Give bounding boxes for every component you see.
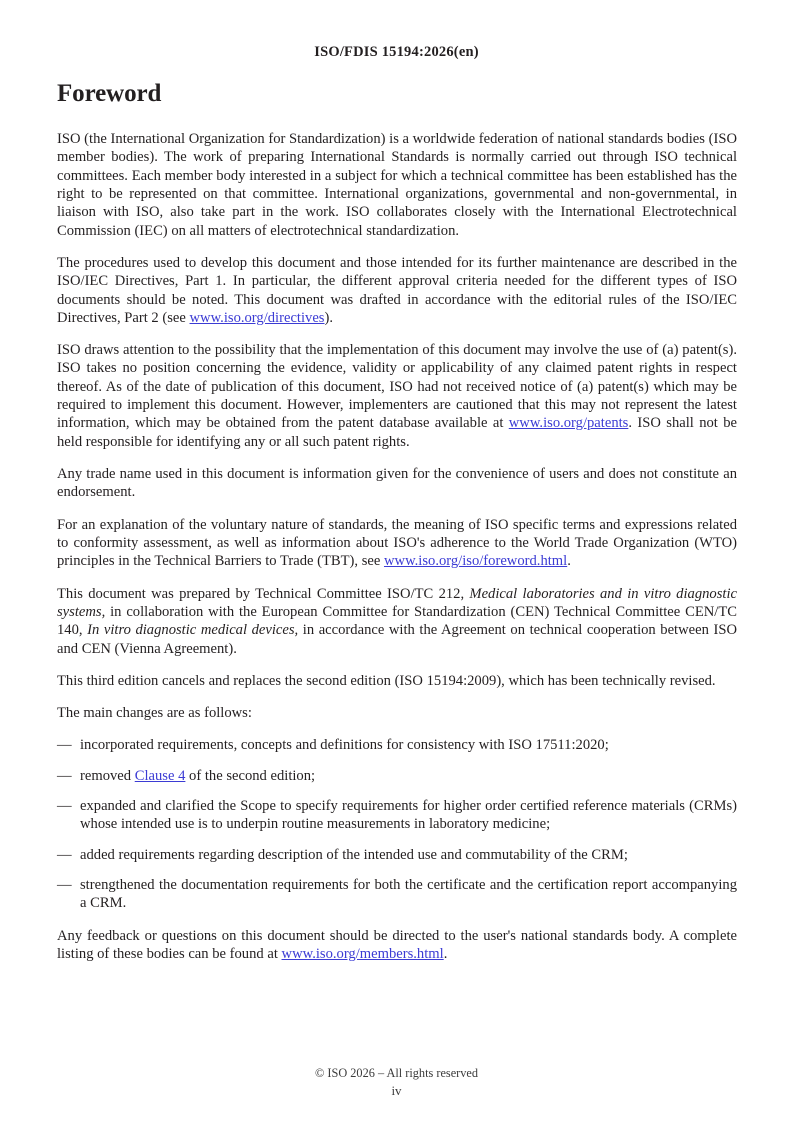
em-dash-marker: —: [57, 846, 72, 863]
paragraph-text-before-link: Any feedback or questions on this document should be directed to the user's national standards body. A complete listing of these bodies can be found at: [57, 927, 737, 962]
list-item: [57, 767, 737, 785]
link-iso-foreword[interactable]: www.iso.org/iso/foreword.html: [383, 553, 568, 570]
paragraph-text: The main changes are as follows:: [57, 705, 252, 722]
paragraph-changes-lead-in: [57, 704, 737, 722]
paragraph-text-part2: in collaboration with the European Committee for Standardization (CEN) Technical Committee CEN/TC 140,: [57, 603, 737, 639]
list-item: [57, 797, 737, 834]
paragraph-text-after-link: .: [443, 945, 448, 962]
em-dash-marker: —: [57, 767, 72, 784]
list-item-text-before-link: removed: [80, 767, 135, 784]
list-item-text: strengthened the documentation requirements for both the certificate and the certification report accompanying a CRM.: [80, 877, 737, 912]
paragraph-text: Any trade name used in this document is information given for the convenience of users and does not constitute an endorsement.: [57, 466, 737, 501]
footer-copyright: © ISO 2026 – All rights reserved: [314, 1066, 479, 1080]
paragraph-voluntary-nature: [57, 516, 737, 571]
em-dash-marker: —: [57, 877, 72, 893]
em-dash-marker: —: [57, 798, 72, 815]
paragraph-feedback: [57, 927, 737, 964]
paragraph-text: ISO (the International Organization for Standardization) is a worldwide federation of national standards bodies (ISO member bodies). The work of preparing International Standards is normally carried out through ISO technical committees. Each member body interested in a subject for which a technical committee has been established has the right to be represented on that committee. International organizations, governmental and non-governmental, in liaison with ISO, also take part in the work. ISO collaborates closely with the International Electrotechnical Commission (IEC) on all matters of electrotechnical standardization.: [57, 131, 737, 239]
list-item-text: incorporated requirements, concepts and definitions for consistency with ISO 17511:2020;: [80, 737, 609, 754]
foreword-content: [57, 80, 737, 977]
paragraph-trade-name: [57, 465, 737, 502]
list-item: [57, 846, 737, 864]
paragraph-text-after-link: . ISO shall not be held responsible for identifying any or all such patent rights.: [57, 415, 737, 450]
list-item-text: added requirements regarding description of the intended use and commutability of the CRM;: [80, 846, 628, 863]
italic-committee-title-2: In vitro diagnostic medical devices,: [87, 622, 299, 639]
link-iso-directives[interactable]: www.iso.org/directives: [189, 309, 325, 326]
italic-committee-title-1: Medical laboratories and in vitro diagnostic systems,: [57, 585, 737, 620]
paragraph-procedures: [57, 254, 737, 327]
paragraph-text-after-link: .: [567, 553, 571, 570]
list-item: [57, 736, 737, 754]
list-item-text: expanded and clarified the Scope to specify requirements for higher order certified reference materials (CRMs) whose intended use is to underpin routine measurements in laboratory medicine;: [80, 798, 737, 833]
link-iso-patents[interactable]: www.iso.org/patents: [508, 415, 629, 432]
paragraph-text-part3: in accordance with the Agreement on technical cooperation between ISO and CEN (Vienna Agreement).: [57, 622, 737, 657]
list-item-text-after-link: of the second edition;: [185, 767, 316, 784]
paragraph-text-after-link: ).: [324, 309, 334, 326]
link-clause-4[interactable]: Clause 4: [134, 767, 186, 784]
paragraph-technical-committee: [57, 585, 737, 658]
link-iso-members[interactable]: www.iso.org/members.html: [281, 945, 444, 962]
em-dash-marker: —: [57, 737, 72, 754]
running-header: ISO/FDIS 15194:2026(en): [314, 44, 479, 60]
page-title: Foreword: [57, 80, 162, 107]
footer-page-number: iv: [391, 1083, 402, 1098]
changes-list: [57, 736, 737, 912]
paragraph-text-before-link: For an explanation of the voluntary nature of standards, the meaning of ISO specific terms and expressions related to conformity assessment, as well as information about ISO's adherence to the World Trade Organization (WTO) principles in the Technical Barriers to Trade (TBT), see: [57, 516, 737, 570]
paragraph-iso-description: [57, 130, 737, 240]
paragraph-patents: [57, 341, 737, 451]
list-item: [57, 876, 737, 913]
paragraph-text-part1: This document was prepared by Technical Committee ISO/TC 212,: [57, 585, 470, 602]
paragraph-text-before-link: ISO draws attention to the possibility that the implementation of this document may involve the use of (a) patent(s). ISO takes no position concerning the evidence, validity or applicability of any claimed patent rights in respect thereof. As of the date of publication of this document, ISO had not received notice of (a) patent(s) which may be required to implement this document. However, implementers are cautioned that this may not represent the latest information, which may be obtained from the patent database available at: [57, 342, 737, 432]
paragraph-text: This third edition cancels and replaces the second edition (ISO 15194:2009), which has been technically revised.: [57, 672, 716, 689]
paragraph-text-before-link: The procedures used to develop this document and those intended for its further maintenance are described in the ISO/IEC Directives, Part 1. In particular, the different approval criteria needed for the different types of ISO documents should be noted. This document was drafted in accordance with the editorial rules of the ISO/IEC Directives, Part 2 (see: [57, 254, 737, 326]
paragraph-edition-notice: [57, 672, 737, 690]
